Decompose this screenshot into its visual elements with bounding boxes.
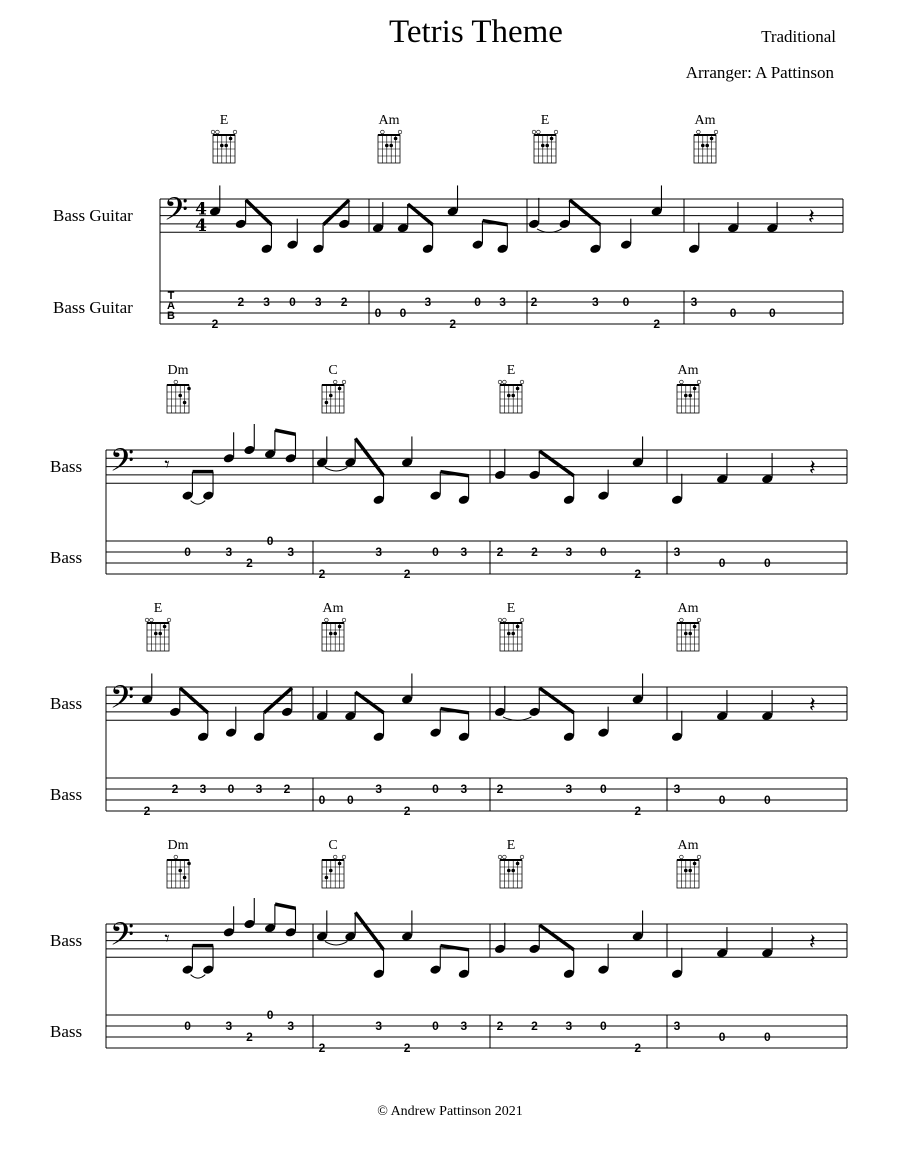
tab-fret-number: 3 (565, 782, 573, 796)
tab-fret-number: 0 (474, 295, 481, 309)
tab-fret-number: 2 (211, 317, 219, 331)
chord-diagram-open-string (503, 380, 507, 384)
tab-fret-number: 2 (246, 556, 253, 570)
instrument-label-staff: Bass (50, 456, 83, 476)
chord-diagram-open-string (520, 380, 524, 384)
tab-fret-number: 2 (653, 317, 661, 331)
tab-clef-letter: B (167, 310, 175, 322)
chord-diagram-dot (338, 387, 342, 391)
chord-diagram-dot (187, 387, 191, 391)
chord-diagram-dot (338, 862, 342, 866)
chord-name: C (328, 838, 338, 853)
tab-fret-number: 0 (184, 1019, 191, 1033)
chord-diagram-open-string (697, 618, 701, 622)
instrument-label-staff: Bass (50, 930, 83, 950)
bass-clef-icon: 𝄢 (109, 441, 135, 486)
tab-fret-number: 0 (184, 545, 191, 559)
chord-diagram-open-string (520, 855, 524, 859)
tab-fret-number: 2 (530, 295, 538, 309)
tie (191, 501, 206, 505)
tab-fret-number: 3 (375, 545, 383, 559)
chord-diagram-open-string (145, 618, 149, 622)
chord-name: Am (378, 113, 400, 128)
chord-diagram-dot (329, 394, 333, 398)
chord-diagram-open-string (174, 380, 178, 384)
beam (275, 904, 296, 908)
tie (325, 467, 347, 471)
tab-fret-number: 3 (565, 545, 573, 559)
tab-fret-number: 3 (263, 295, 270, 309)
chord-diagram-dot (684, 869, 688, 873)
tab-fret-number: 3 (287, 545, 295, 559)
tab-fret-number: 0 (718, 556, 726, 570)
chord-diagram-dot (701, 144, 705, 148)
chord-name: Dm (167, 363, 189, 378)
eighth-rest-icon: 𝄾 (164, 451, 170, 476)
chord-diagram-dot (511, 869, 515, 873)
tab-fret-number: 0 (729, 306, 737, 320)
chord-diagram-dot (507, 632, 511, 636)
chord-diagram-dot (385, 144, 389, 148)
chord-diagram-dot (178, 869, 182, 873)
chord-diagram-open-string (714, 130, 718, 134)
tab-fret-number: 0 (318, 793, 326, 807)
chord-diagram-dot (516, 862, 520, 866)
chord-diagram-dot (325, 876, 329, 880)
tab-fret-number: 0 (266, 534, 274, 548)
instrument-label-tab: Bass Guitar (53, 297, 133, 317)
tab-fret-number: 3 (287, 1019, 295, 1033)
tab-fret-number: 3 (499, 295, 506, 309)
chord-name: Am (677, 838, 699, 853)
chord-diagram-open-string (174, 855, 178, 859)
bass-clef-icon: 𝄢 (163, 190, 189, 235)
chord-diagram-dot (183, 401, 187, 405)
tab-fret-number: 3 (673, 782, 681, 796)
chord-name: E (219, 113, 229, 128)
tab-clef-letter: T (167, 290, 175, 302)
chord-diagram-dot (224, 144, 228, 148)
chord-name: E (506, 363, 516, 378)
tab-fret-number: 0 (289, 295, 296, 309)
tab-fret-number: 2 (318, 567, 326, 581)
tab-fret-number: 2 (531, 1019, 538, 1033)
chord-diagram-dot (516, 625, 520, 629)
chord-diagram-dot (507, 394, 511, 398)
instrument-label-staff: Bass (50, 693, 83, 713)
time-signature-bottom: 4 (195, 216, 207, 237)
tab-fret-number: 2 (403, 1041, 411, 1055)
chord-diagram-dot (333, 632, 337, 636)
tab-fret-number: 0 (266, 1008, 274, 1022)
tab-fret-number: 2 (340, 295, 348, 309)
quarter-rest-icon: 𝄽 (809, 692, 816, 718)
chord-diagram-dot (158, 632, 162, 636)
quarter-rest-icon: 𝄽 (809, 929, 816, 955)
chord-diagram-dot (710, 137, 714, 141)
beam (539, 451, 573, 476)
chord-diagram-open-string (680, 380, 684, 384)
chord-diagram-dot (688, 869, 692, 873)
chord-diagram-open-string (381, 130, 385, 134)
beam (355, 912, 383, 949)
chord-name: Am (677, 601, 699, 616)
chord-diagram-open-string (520, 618, 524, 622)
chord-name: C (328, 363, 338, 378)
tab-fret-number: 2 (283, 782, 291, 796)
chord-diagram-open-string (342, 618, 346, 622)
score-title: Tetris Theme (389, 14, 563, 50)
tab-fret-number: 3 (565, 1019, 573, 1033)
tab-fret-number: 3 (460, 1019, 468, 1033)
beam (355, 438, 383, 475)
beam (180, 688, 208, 713)
tab-fret-number: 3 (424, 295, 432, 309)
chord-diagram-dot (507, 869, 511, 873)
chord-diagram-open-string (498, 618, 502, 622)
chord-diagram-dot (705, 144, 709, 148)
tab-fret-number: 2 (237, 295, 245, 309)
tab-fret-number: 0 (622, 295, 630, 309)
tab-fret-number: 0 (763, 1030, 771, 1044)
tab-fret-number: 0 (432, 782, 439, 796)
tab-fret-number: 3 (460, 545, 468, 559)
tab-fret-number: 2 (496, 782, 504, 796)
beam (246, 200, 272, 225)
chord-diagram-open-string (697, 380, 701, 384)
tab-fret-number: 3 (314, 295, 322, 309)
chord-diagram-dot (220, 144, 224, 148)
tab-fret-number: 2 (634, 804, 642, 818)
tab-fret-number: 3 (375, 782, 383, 796)
chord-diagram-dot (394, 137, 398, 141)
chord-name: E (540, 113, 550, 128)
chord-diagram-open-string (333, 855, 337, 859)
tab-fret-number: 0 (599, 782, 607, 796)
beam (539, 688, 573, 713)
instrument-label-tab: Bass (50, 784, 83, 804)
tab-fret-number: 3 (673, 1019, 681, 1033)
tab-fret-number: 0 (768, 306, 776, 320)
tie (325, 941, 347, 945)
tab-fret-number: 3 (673, 545, 681, 559)
instrument-label-tab: Bass (50, 1021, 83, 1041)
chord-diagram-dot (389, 144, 393, 148)
copyright-footer: © Andrew Pattinson 2021 (377, 1104, 523, 1119)
chord-diagram-dot (338, 625, 342, 629)
tab-fret-number: 2 (531, 545, 538, 559)
chord-diagram-dot (516, 387, 520, 391)
chord-name: E (506, 838, 516, 853)
tab-fret-number: 0 (718, 1030, 726, 1044)
tab-fret-number: 0 (763, 793, 771, 807)
tab-fret-number: 3 (225, 545, 233, 559)
chord-diagram-open-string (503, 618, 507, 622)
tab-fret-number: 3 (690, 295, 698, 309)
tab-fret-number: 2 (634, 567, 642, 581)
chord-diagram-open-string (150, 618, 154, 622)
beam (539, 925, 573, 950)
tab-fret-number: 0 (374, 306, 382, 320)
tab-fret-number: 2 (496, 1019, 504, 1033)
tab-fret-number: 2 (449, 317, 457, 331)
tab-fret-number: 3 (255, 782, 263, 796)
tab-fret-number: 0 (718, 793, 726, 807)
tab-fret-number: 2 (496, 545, 504, 559)
chord-diagram-dot (163, 625, 167, 629)
chord-diagram-open-string (503, 855, 507, 859)
tab-fret-number: 0 (227, 782, 235, 796)
chord-diagram-dot (688, 632, 692, 636)
tab-fret-number: 2 (171, 782, 179, 796)
chord-name: E (506, 601, 516, 616)
chord-diagram-dot (329, 632, 333, 636)
eighth-rest-icon: 𝄾 (164, 925, 170, 950)
tab-fret-number: 0 (432, 1019, 439, 1033)
chord-diagram-dot (183, 876, 187, 880)
tab-fret-number: 2 (634, 1041, 642, 1055)
chord-diagram-open-string (325, 618, 329, 622)
chord-diagram-open-string (167, 618, 171, 622)
tab-fret-number: 0 (347, 793, 354, 807)
chord-diagram-open-string (233, 130, 237, 134)
chord-diagram-open-string (537, 130, 541, 134)
quarter-rest-icon: 𝄽 (808, 204, 815, 230)
chord-diagram-dot (187, 862, 191, 866)
bass-clef-icon: 𝄢 (109, 678, 135, 723)
chord-name: Am (694, 113, 716, 128)
chord-diagram-dot (688, 394, 692, 398)
chord-diagram-dot (154, 632, 158, 636)
tab-fret-number: 0 (763, 556, 771, 570)
chord-diagram-dot (178, 394, 182, 398)
chord-diagram-dot (550, 137, 554, 141)
tab-fret-number: 0 (432, 545, 439, 559)
chord-diagram-open-string (697, 130, 701, 134)
chord-diagram-dot (684, 394, 688, 398)
chord-diagram-dot (541, 144, 545, 148)
tab-fret-number: 0 (599, 545, 607, 559)
tab-fret-number: 3 (591, 295, 599, 309)
tab-fret-number: 3 (225, 1019, 233, 1033)
chord-diagram-dot (545, 144, 549, 148)
tab-fret-number: 2 (403, 804, 411, 818)
chord-diagram-dot (329, 869, 333, 873)
tab-fret-number: 0 (399, 306, 407, 320)
chord-diagram-dot (229, 137, 233, 141)
tab-fret-number: 3 (199, 782, 207, 796)
chord-diagram-dot (693, 625, 697, 629)
chord-diagram-dot (325, 401, 329, 405)
tab-fret-number: 2 (143, 804, 151, 818)
chord-name: Am (677, 363, 699, 378)
chord-diagram-dot (511, 632, 515, 636)
chord-diagram-dot (684, 632, 688, 636)
chord-diagram-open-string (680, 618, 684, 622)
chord-diagram-open-string (398, 130, 402, 134)
tab-clef-letter: A (167, 300, 175, 312)
chord-diagram-open-string (498, 855, 502, 859)
chord-diagram-open-string (333, 380, 337, 384)
chord-name: Dm (167, 838, 189, 853)
arranger-credit: Arranger: A Pattinson (685, 63, 834, 82)
chord-diagram-open-string (216, 130, 220, 134)
tie (191, 975, 206, 979)
beam (275, 430, 296, 434)
chord-diagram-open-string (532, 130, 536, 134)
chord-diagram-dot (511, 394, 515, 398)
tab-fret-number: 2 (246, 1030, 253, 1044)
chord-diagram-open-string (342, 855, 346, 859)
chord-diagram-open-string (342, 380, 346, 384)
bass-clef-icon: 𝄢 (109, 915, 135, 960)
chord-diagram-open-string (211, 130, 215, 134)
beam (570, 200, 601, 225)
chord-diagram-open-string (554, 130, 558, 134)
chord-diagram-open-string (680, 855, 684, 859)
chord-name: E (153, 601, 163, 616)
tab-fret-number: 0 (599, 1019, 607, 1033)
instrument-label-staff: Bass Guitar (53, 205, 133, 225)
tab-fret-number: 3 (375, 1019, 383, 1033)
instrument-label-tab: Bass (50, 547, 83, 567)
tab-fret-number: 2 (318, 1041, 326, 1055)
chord-diagram-open-string (498, 380, 502, 384)
chord-diagram-open-string (697, 855, 701, 859)
time-signature-top: 4 (195, 199, 207, 220)
chord-diagram-dot (693, 862, 697, 866)
chord-name: Am (322, 601, 344, 616)
quarter-rest-icon: 𝄽 (809, 455, 816, 481)
tab-fret-number: 2 (403, 567, 411, 581)
composer-credit: Traditional (761, 27, 836, 46)
chord-diagram-dot (693, 387, 697, 391)
tab-fret-number: 3 (460, 782, 468, 796)
